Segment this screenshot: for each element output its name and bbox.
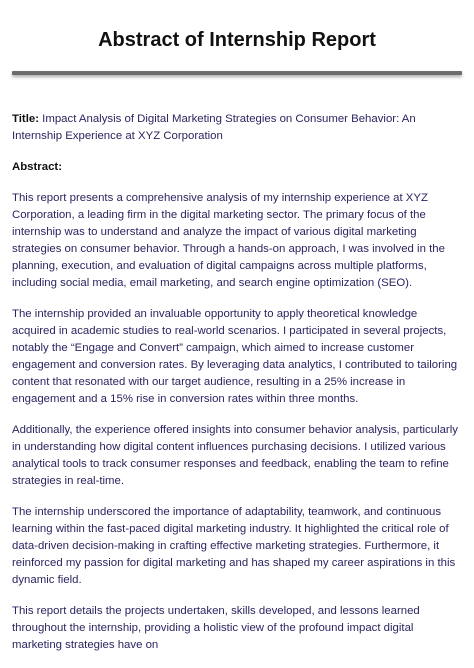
report-title-text: Impact Analysis of Digital Marketing Strategies on Consumer Behavior: An Internship Experience at XYZ Corporation	[12, 113, 416, 142]
abstract-paragraph-5: This report details the projects undertaken, skills developed, and lessons learned throughout the internship, providing a holistic view of the profound impact digital marketing strategies have on	[12, 605, 420, 651]
abstract-paragraph-4: The internship underscored the importance of adaptability, teamwork, and continuous learning within the fast-paced digital marketing industry. It highlighted the critical role of data-driven decision-making in crafting effective marketing strategies. Furthermore, it reinforced my passion for digital marketing and has shaped my career aspirations in this dynamic field.	[12, 506, 456, 586]
page-title: Abstract of Internship Report	[98, 29, 376, 51]
title-label: Title:	[12, 113, 40, 125]
abstract-paragraph-3: Additionally, the experience offered insights into consumer behavior analysis, particularly in understanding how digital content influences purchasing decisions. I utilized various analytical tools to track consumer responses and feedback, enabling the team to refine strategies in real-time.	[12, 424, 458, 487]
abstract-heading	[12, 159, 462, 176]
abstract-paragraph-2: The internship provided an invaluable opportunity to apply theoretical knowledge acquired in academic studies to real-world scenarios. I participated in several projects, notably the “Engage and Convert” campaign, which aimed to increase customer engagement and conversion rates. By leveraging data analytics, I contributed to tailoring content that resonated with our target audience, resulting in a 25% increase in engagement and a 15% rise in conversion rates within three months.	[12, 308, 458, 405]
document-body	[12, 111, 462, 668]
abstract-paragraph-1: This report presents a comprehensive analysis of my internship experience at XYZ Corporation, a leading firm in the digital marketing sector. The primary focus of the internship was to understand and analyze the impact of various digital marketing strategies on consumer behavior. Through a hands-on approach, I was involved in the planning, execution, and evaluation of digital campaigns across multiple platforms, including social media, email marketing, and search engine optimization (SEO).	[12, 192, 445, 289]
title-divider	[12, 71, 462, 75]
report-title-line	[12, 111, 462, 145]
abstract-label: Abstract:	[12, 161, 63, 173]
